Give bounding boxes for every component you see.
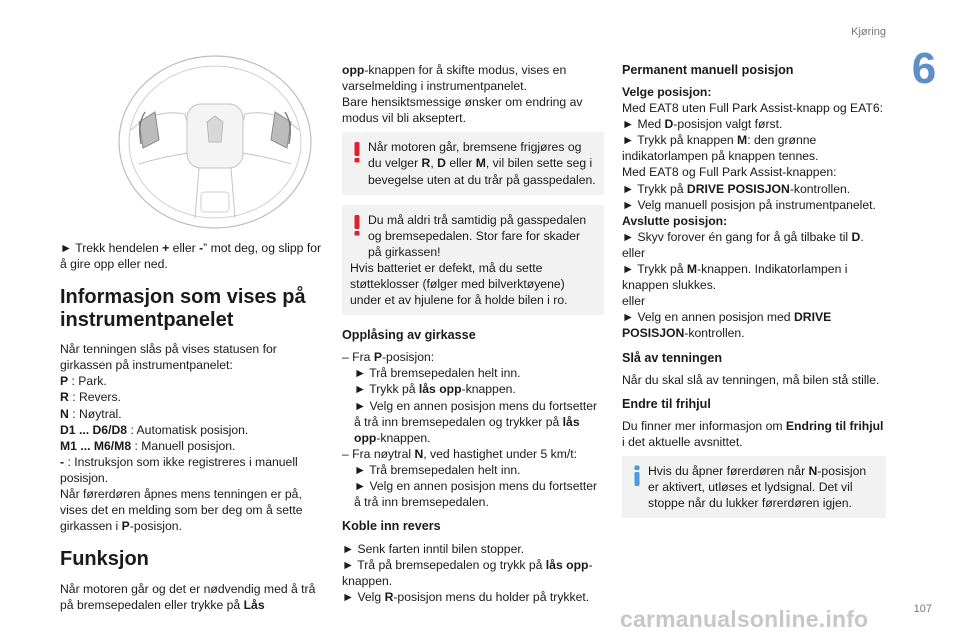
warning-note-2: Du må aldri trå samtidig på gasspedalen og bremsepedalen. Stor fare for skader på girkassen! Hvis batteriet er defekt, må du sette støtteklosser (følger med bilverktøyene) under et av hjulene for å holde bilen i ro. [342,205,604,316]
info-note: Hvis du åpner førerdøren når N-posisjon er aktivert, utløses et lydsignal. Det vil stoppe når du lukker førerdøren igjen. [622,456,886,518]
mode-item: R : Revers. [60,390,121,405]
heading-funksjon: Funksjon [60,548,149,571]
info-i-icon [630,464,644,488]
column-right: Permanent manuell posisjon Velge posisjon: Med EAT8 uten Full Park Assist-knapp og EAT6: ► Med D-posisjon valgt først. ► Trykk på knappen M: den grønne indikatorlampen på knappen tennes. Med EAT8 og Full Park Assist-knappen: ► Trykk på DRIVE POSISJON-kontrollen. ► Velg manuell posisjon på instrumentpanelet. Avslutte posisjon: ► Skyv forover én gang for å gå tilbake til D. eller ► Trykk på M-knappen. Indikatorlampen i knappen slukkes. eller ► Velg en annen posisjon med DRIVE POSISJON-kontrollen. Slå av tenningen Når du skal slå av tenningen, må bilen stå stille. Endre til frihjul Du finner mer informasjon om Endring til frihjul i det aktuelle avsnittet. Hvis du åpner førerdøren når N-posisjon er aktivert, utløses et lydsignal. Det vil stoppe når du lukker førerdøren igjen. [622,62,886,518]
mode-item: - : Instruksjon som ikke registreres i manuell posisjon. [60,454,298,485]
select-heading: Velge posisjon: [622,85,712,99]
warning-exclamation-icon [350,213,364,237]
funksjon-text: Når motoren går og det er nødvendig med å trå på bremsepedalen eller trykke på Lås [60,582,316,613]
continued-text: opp-knappen for å skifte modus, vises en varselmelding i instrumentpanelet. [342,63,567,94]
heading-info-display: Informasjon som vises på instrumentpanelet [60,286,306,332]
column-middle [342,62,604,606]
mode-item: P : Park. [60,374,107,389]
mode-item: D1 ... D6/D8 : Automatisk posisjon. [60,422,249,437]
heading-ignition: Slå av tenningen [622,350,723,365]
watermark: carmanualsonline.info [620,606,869,632]
chapter-number: 6 [911,44,937,93]
freewheel-text: Du finner mer informasjon om Endring til frihjul i det aktuelle avsnittet. [622,418,884,449]
mode-item: M1 ... M6/M8 : Manuell posisjon. [60,438,236,453]
info-intro: Når tenningen slås på vises statusen for girkassen på instrumentpanelet: [60,342,277,373]
ignition-text: Når du skal slå av tenningen, må bilen stå stille. [622,372,880,387]
heading-manual: Permanent manuell posisjon [622,63,794,77]
heading-reverse: Koble inn revers [342,519,441,534]
warning-note-1: Når motoren går, bremsene frigjøres og du velger R, D eller M, vil bilen sette seg i bevegelse uten at du trår på gasspedalen. [342,132,604,194]
continued-text-2: Bare hensiktsmessige ønsker om endring av modus vil bli akseptert. [342,95,583,126]
door-text: Når førerdøren åpnes mens tenningen er på, vises det en melding som ber deg om å sette girkassen i P-posisjon. [60,487,303,534]
exit-heading: Avslutte posisjon: [622,213,728,228]
unlock-list: – Fra P-posisjon: ► Trå bremsepedalen helt inn. ► Trykk på lås opp-knappen. ► Velg en annen posisjon mens du fortsetter å trå inn bremsepedalen og trykker på lås opp-knappen. – Fra nøytral N, ved hastighet under 5 km/t: ► Trå bremsepedalen helt inn. ► Velg en annen posisjon mens du fortsetter å trå inn bremsepedalen. [342,350,598,510]
page-number: 107 [913,603,932,615]
mode-item: N : Nøytral. [60,406,122,421]
reverse-list: ► Senk farten inntil bilen stopper. ► Trå på bremsepedalen og trykk på lås opp-knappen. ► Velg R-posisjon mens du holder på trykket. [342,542,593,605]
steering-wheel-illustration [115,52,315,232]
column-left [60,240,325,614]
paddle-caption: ► Trekk hendelen + eller -” mot deg, og slipp for å gire opp eller ned. [60,241,322,272]
heading-freewheel: Endre til frihjul [622,396,711,411]
section-header: Kjøring [851,26,886,38]
warning-exclamation-icon [350,140,364,164]
heading-unlock: Opplåsing av girkasse [342,328,476,343]
